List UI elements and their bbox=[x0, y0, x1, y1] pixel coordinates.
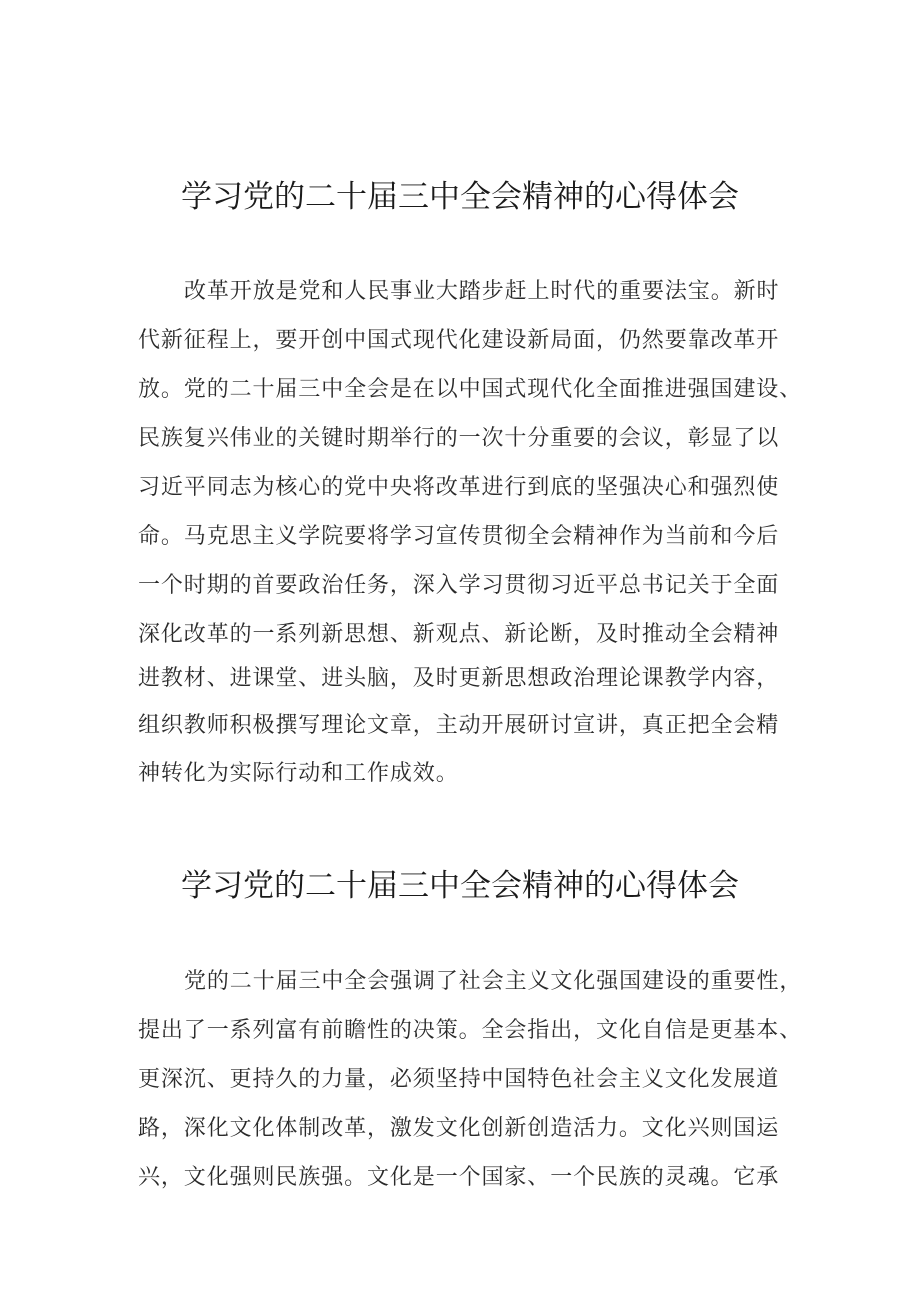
body-line: 提出了一系列富有前瞻性的决策。全会指出，文化自信是更基本、 bbox=[138, 1018, 803, 1043]
body-line: 党的二十届三中全会强调了社会主义文化强国建设的重要性， bbox=[184, 969, 803, 994]
body-line: 深化改革的一系列新思想、新观点、新论断，及时推动全会精神 bbox=[138, 622, 780, 647]
body-line: 民族复兴伟业的关键时期举行的一次十分重要的会议，彰显了以 bbox=[138, 426, 780, 451]
body-line: 改革开放是党和人民事业大踏步赶上时代的重要法宝。新时 bbox=[184, 279, 780, 304]
body-line: 进教材、进课堂、进头脑，及时更新思想政治理论课教学内容， bbox=[138, 666, 780, 691]
body-line: 神转化为实际行动和工作成效。 bbox=[138, 761, 459, 786]
body-line: 路，深化文化体制改革，激发文化创新创造活力。文化兴则国运 bbox=[138, 1116, 780, 1141]
body-line: 组织教师积极撰写理论文章，主动开展研讨宣讲，真正把全会精 bbox=[138, 713, 780, 738]
body-line: 放。党的二十届三中全会是在以中国式现代化全面推进强国建设、 bbox=[138, 377, 803, 402]
body-line: 习近平同志为核心的党中央将改革进行到底的坚强决心和强烈使 bbox=[138, 475, 780, 500]
section-2-title: 学习党的二十届三中全会精神的心得体会 bbox=[181, 868, 739, 904]
section-1-title: 学习党的二十届三中全会精神的心得体会 bbox=[181, 179, 739, 215]
body-line: 更深沉、更持久的力量，必须坚持中国特色社会主义文化发展道 bbox=[138, 1067, 780, 1092]
body-line: 代新征程上，要开创中国式现代化建设新局面，仍然要靠改革开 bbox=[138, 328, 780, 353]
body-line: 兴，文化强则民族强。文化是一个国家、一个民族的灵魂。它承 bbox=[138, 1165, 780, 1190]
body-line: 命。马克思主义学院要将学习宣传贯彻全会精神作为当前和今后 bbox=[138, 524, 780, 549]
body-line: 一个时期的首要政治任务，深入学习贯彻习近平总书记关于全面 bbox=[138, 573, 780, 598]
